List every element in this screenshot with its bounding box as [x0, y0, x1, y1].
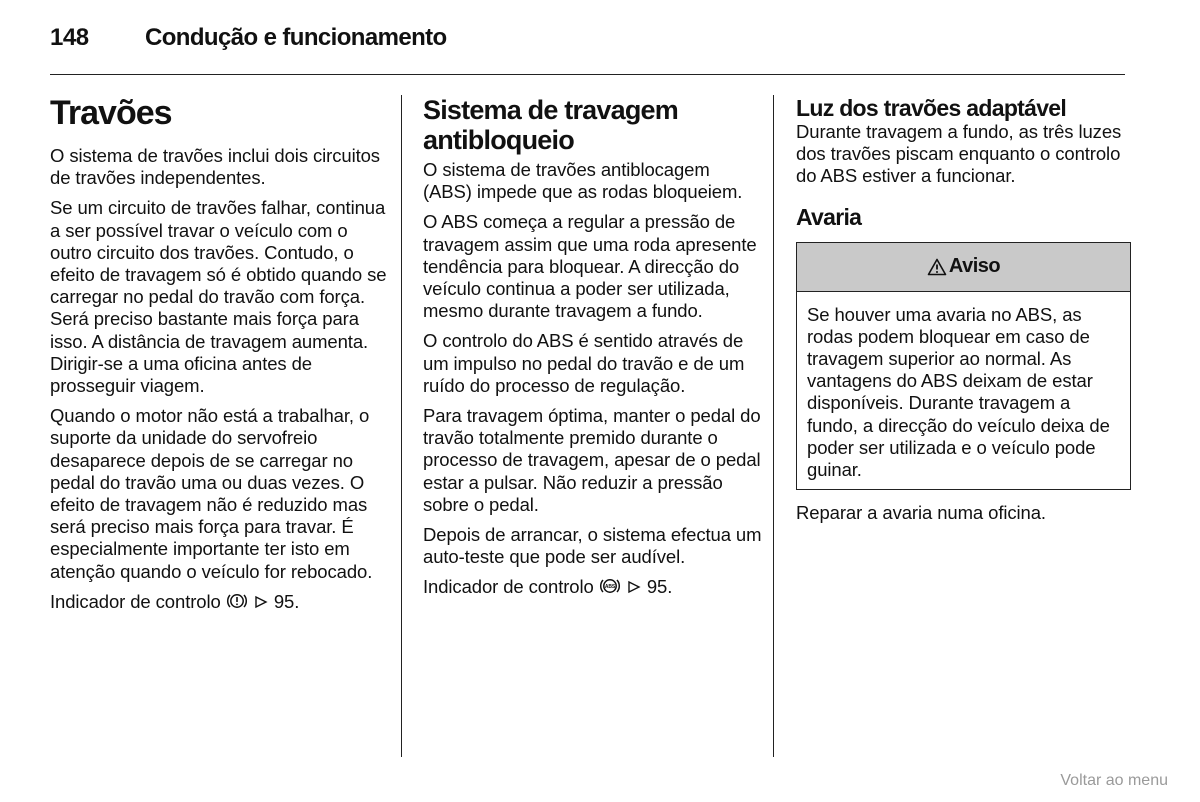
fault-heading: Avaria [796, 203, 862, 230]
indicator-label: Indicador de controlo [423, 576, 594, 598]
adaptive-brake-light-heading: Luz dos travões adaptável [796, 95, 1067, 121]
indicator-label: Indicador de controlo [50, 590, 221, 612]
header-rule [50, 74, 1125, 75]
warning-body [797, 292, 1130, 490]
indicator-page-ref[interactable]: 95. [646, 576, 673, 598]
column-abs [423, 95, 763, 609]
warning-triangle-icon [927, 258, 947, 276]
column-adaptive-brake-light [796, 95, 1131, 524]
warning-text: Se houver uma avaria no ABS, as rodas podem bloquear em caso de travagem superior ao normal. As vantagens do ABS deixam de estar disponíveis. Durante travagem a fundo, a direcção do veículo deixa de poder ser utilizada e o veículo pode guinar. [807, 303, 1110, 481]
abs-heading: Sistema de travagem antibloqueio [423, 95, 678, 155]
indicator-page-ref[interactable]: 95. [273, 590, 300, 612]
section-title: Condução e funcionamento [145, 24, 447, 51]
indicator-line [50, 591, 390, 615]
paragraph: Durante travagem a fundo, as três luzes dos travões piscam enquanto o controlo do ABS estiver a funcionar. [796, 121, 1122, 187]
brakes-heading: Travões [50, 94, 172, 132]
abs-warning-icon [599, 577, 621, 600]
page-header [50, 24, 1125, 56]
svg-text:ABS: ABS [604, 584, 615, 591]
brake-warning-icon [226, 592, 248, 615]
column-divider [401, 95, 402, 757]
paragraph: Se um circuito de travões falhar, continua a ser possível travar o veículo com o outro circuito dos travões. Contudo, o efeito de travagem só é obtido quando se carregar no pedal do travão com força. Será preciso bastante mais força para isso. A distância de travagem aumenta. Dirigir-se a uma oficina antes de prosseguir viagem. [50, 197, 387, 397]
paragraph: Reparar a avaria numa oficina. [796, 502, 1046, 524]
paragraph: Para travagem óptima, manter o pedal do travão totalmente premido durante o processo de travagem, apesar de o pedal estar a pulsar. Não reduzir a pressão sobre o pedal. [423, 405, 761, 515]
paragraph: O controlo do ABS é sentido através de um impulso no pedal do travão e de um ruído do processo de regulação. [423, 330, 745, 396]
warning-box [796, 242, 1131, 491]
indicator-line [423, 576, 763, 600]
page-reference-arrow-icon [626, 578, 642, 600]
paragraph: O ABS começa a regular a pressão de travagem assim que uma roda apresente tendência para bloquear. A direcção do veículo continua a poder ser utilizada, mesmo durante travagem a fundo. [423, 211, 757, 322]
back-to-menu-link[interactable]: Voltar ao menu [1060, 772, 1168, 789]
page-reference-arrow-icon [253, 593, 269, 615]
paragraph: Depois de arrancar, o sistema efectua um auto-teste que pode ser audível. [423, 524, 762, 568]
warning-label: Aviso [948, 255, 1001, 278]
page-number: 148 [50, 24, 89, 51]
paragraph: O sistema de travões antiblocagem (ABS) impede que as rodas bloqueiem. [423, 159, 743, 203]
column-brakes [50, 95, 390, 623]
column-divider [773, 95, 774, 757]
paragraph: O sistema de travões inclui dois circuitos de travões independentes. [50, 145, 380, 189]
paragraph: Quando o motor não está a trabalhar, o suporte da unidade do servofreio desaparece depois de se carregar no pedal do travão uma ou duas vezes. O efeito de travagem não é reduzido mas será preciso mais força para travar. É especialmente importante ter isto em atenção quando o veículo for rebocado. [50, 405, 373, 582]
warning-header [797, 243, 1130, 292]
